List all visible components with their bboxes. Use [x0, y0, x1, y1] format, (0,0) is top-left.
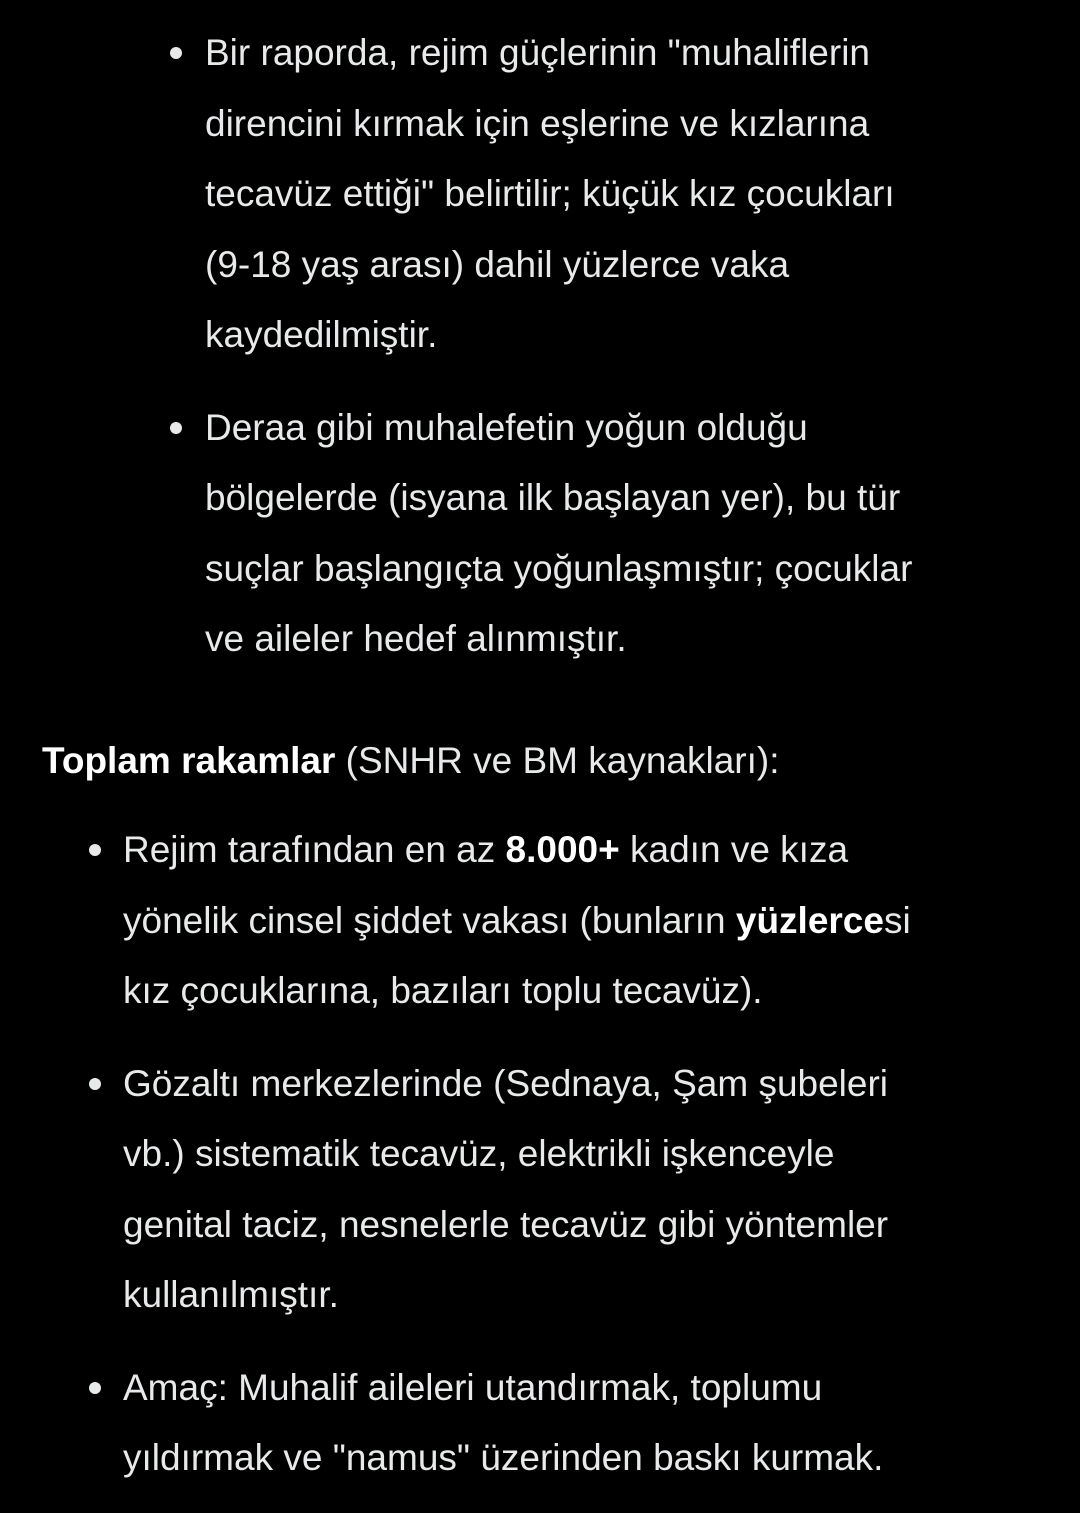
list-item-line: yıldırmak ve "namus" üzerinden baskı kurmak. [123, 1437, 884, 1478]
list-item-line: suçlar başlangıçta yoğunlaşmıştır; çocuklar [205, 547, 913, 589]
section-heading-rest: (SNHR ve BM kaynakları): [335, 740, 780, 781]
list-item [0, 1353, 1080, 1494]
list-item-line: Bir raporda, rejim güçlerinin "muhaliflerin [205, 32, 871, 73]
list-item-line: Gözaltı merkezlerinde (Sednaya, Şam şubeleri [123, 1062, 889, 1104]
section-heading-bold: Toplam rakamlar [42, 740, 336, 781]
list-item [0, 1049, 1080, 1331]
bullet-icon [89, 1382, 101, 1394]
section-heading [42, 726, 779, 797]
text-segment: yönelik cinsel şiddet vakası (bunların [123, 899, 736, 941]
bullet-icon [89, 844, 101, 856]
text-segment: si [883, 899, 911, 941]
bullet-icon [170, 422, 182, 434]
totals-bullet-list [0, 815, 1080, 1494]
text-segment: Rejim tarafından en az [123, 829, 506, 870]
list-item-line: direncini kırmak için eşlerine ve kızlarına [205, 102, 870, 144]
list-item-line: ve aileler hedef alınmıştır. [205, 618, 627, 659]
list-item-line: (9-18 yaş arası) dahil yüzlerce vaka [205, 243, 790, 285]
list-item-line: kız çocuklarına, bazıları toplu tecavüz). [123, 970, 763, 1011]
list-item-line: vb.) sistematik tecavüz, elektrikli işkenceyle [123, 1133, 835, 1174]
list-item [0, 393, 1080, 675]
bullet-icon [170, 47, 182, 59]
bold-term: yüzlerce [735, 899, 884, 941]
list-item [0, 18, 1080, 371]
text-segment: kadın ve kıza [619, 829, 849, 870]
list-item-line: tecavüz ettiği" belirtilir; küçük kız çocukları [205, 173, 895, 214]
list-item-line: Deraa gibi muhalefetin yoğun olduğu [205, 406, 808, 448]
list-item-line [123, 886, 1080, 957]
list-item-line: kaydedilmiştir. [205, 314, 438, 355]
list-item [0, 815, 1080, 1027]
bold-count: 8.000+ [505, 829, 620, 870]
nested-bullet-list [0, 18, 1080, 675]
list-item-line: bölgelerde (isyana ilk başlayan yer), bu tür [205, 477, 901, 518]
list-item-line: Amaç: Muhalif aileleri utandırmak, toplumu [123, 1366, 823, 1408]
list-item-line: kullanılmıştır. [123, 1274, 339, 1315]
list-item-line: genital taciz, nesnelerle tecavüz gibi yöntemler [123, 1203, 889, 1245]
list-item-line [123, 815, 1080, 886]
bullet-icon [89, 1078, 101, 1090]
